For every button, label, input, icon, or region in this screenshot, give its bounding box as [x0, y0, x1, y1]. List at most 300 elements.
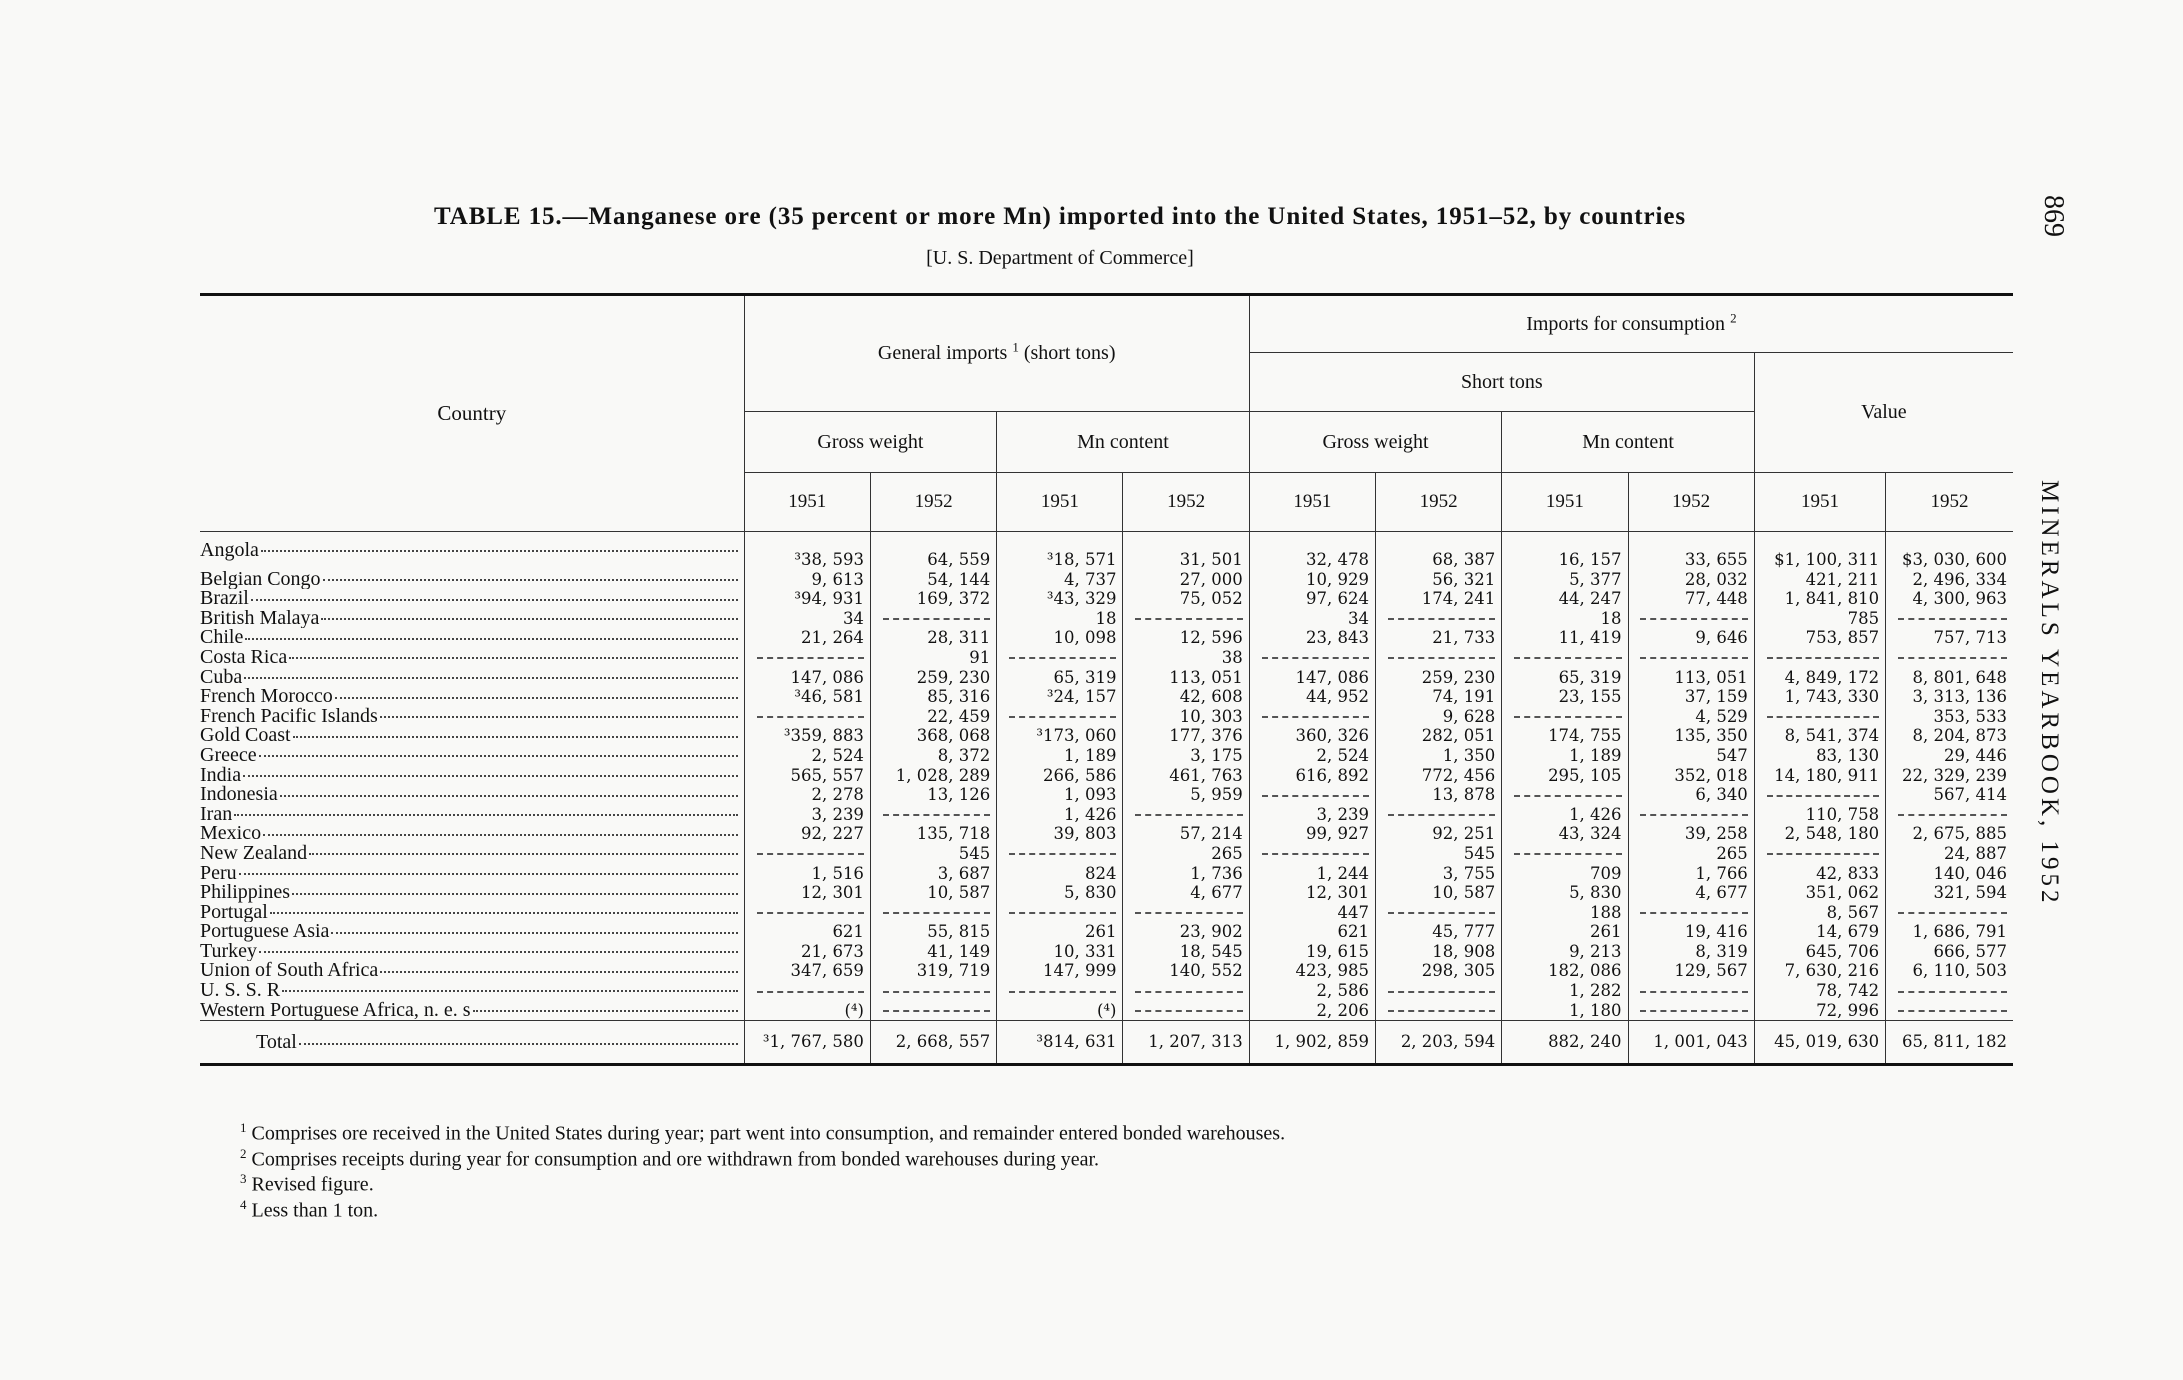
table-cell	[1123, 609, 1249, 629]
country-label: Belgian Congo	[200, 569, 321, 590]
dot-leader	[251, 599, 738, 601]
table-cell	[1754, 844, 1885, 864]
table-row	[200, 1001, 2013, 1021]
table-cell: 33, 655	[1628, 532, 1754, 570]
dot-leader	[292, 893, 738, 895]
table-cell: 282, 051	[1376, 726, 1502, 746]
table-cell: 265	[1628, 844, 1754, 864]
table-cell: (⁴)	[997, 1001, 1123, 1021]
table-cell: 2, 586	[1249, 981, 1375, 1001]
table-row	[200, 628, 2013, 648]
table-cell: 545	[870, 844, 996, 864]
table-cell: 1, 180	[1502, 1001, 1628, 1021]
table-cell: 129, 567	[1628, 961, 1754, 981]
general-imports-unit: (short tons)	[1023, 342, 1116, 364]
table-cell	[1502, 707, 1628, 727]
empty-cell-dash	[757, 912, 864, 914]
table-cell	[1886, 903, 2013, 923]
table-cell: 547	[1628, 746, 1754, 766]
table-row	[200, 981, 2013, 1001]
table-cell: ³24, 157	[997, 687, 1123, 707]
table-cell	[997, 707, 1123, 727]
empty-cell-dash	[1898, 814, 2007, 816]
table-cell	[870, 805, 996, 825]
table-cell: 3, 755	[1376, 864, 1502, 884]
table-cell: 43, 324	[1502, 824, 1628, 844]
table-cell: 5, 830	[1502, 883, 1628, 903]
table-cell: 45, 019, 630	[1754, 1021, 1885, 1065]
table-cell: 360, 326	[1249, 726, 1375, 746]
table-cell: 68, 387	[1376, 532, 1502, 570]
footnote	[240, 1144, 1285, 1170]
table-cell	[1754, 648, 1885, 668]
table-cell: 92, 227	[744, 824, 870, 844]
year-header: 1952	[1376, 473, 1502, 532]
table-cell: 18	[997, 609, 1123, 629]
footnote-text: Comprises receipts during year for consumption and ore withdrawn from bonded warehouses during year.	[251, 1148, 1100, 1171]
table-cell: 13, 878	[1376, 785, 1502, 805]
table-cell: 65, 319	[1502, 668, 1628, 688]
table-cell	[1754, 707, 1885, 727]
empty-cell-dash	[1898, 618, 2007, 620]
footnote	[240, 1195, 1285, 1221]
table-cell: 8, 801, 648	[1886, 668, 2013, 688]
empty-cell-dash	[1135, 1010, 1242, 1012]
empty-cell-dash	[1640, 1010, 1747, 1012]
table-cell	[1754, 785, 1885, 805]
table-cell: 666, 577	[1886, 942, 2013, 962]
table-cell: 461, 763	[1123, 766, 1249, 786]
table-row	[200, 883, 2013, 903]
table-cell: 1, 282	[1502, 981, 1628, 1001]
dot-leader	[243, 775, 738, 777]
country-name	[200, 844, 744, 864]
table-row	[200, 844, 2013, 864]
table-cell: 1, 516	[744, 864, 870, 884]
table-cell: 621	[1249, 922, 1375, 942]
table-cell: 8, 204, 873	[1886, 726, 2013, 746]
country-name	[200, 532, 744, 570]
table-cell: (⁴)	[744, 1001, 870, 1021]
table-cell: 147, 086	[1249, 668, 1375, 688]
table-cell: 757, 713	[1886, 628, 2013, 648]
table-cell: 1, 426	[997, 805, 1123, 825]
dot-leader	[335, 697, 738, 699]
table-cell: 174, 241	[1376, 589, 1502, 609]
table-cell: 14, 180, 911	[1754, 766, 1885, 786]
footnote-text: Revised figure.	[251, 1173, 374, 1196]
country-label: Chile	[200, 628, 244, 648]
country-label: Peru	[200, 863, 237, 884]
value-header: Value	[1754, 353, 2013, 473]
empty-cell-dash	[1640, 657, 1747, 659]
table-cell: 83, 130	[1754, 746, 1885, 766]
table-row	[200, 707, 2013, 727]
table-cell: 1, 736	[1123, 864, 1249, 884]
empty-cell-dash	[1514, 657, 1621, 659]
table-cell: 785	[1754, 609, 1885, 629]
table-cell	[1249, 707, 1375, 727]
table-cell	[1376, 805, 1502, 825]
table-cell: 27, 000	[1123, 570, 1249, 590]
empty-cell-dash	[1514, 795, 1621, 797]
empty-cell-dash	[1009, 991, 1116, 993]
country-label: Brazil	[200, 589, 249, 609]
country-name	[200, 961, 744, 981]
table-cell	[1628, 903, 1754, 923]
table-cell: 75, 052	[1123, 589, 1249, 609]
empty-cell-dash	[883, 912, 990, 914]
table-cell: 31, 501	[1123, 532, 1249, 570]
table-cell	[1123, 805, 1249, 825]
table-row	[200, 903, 2013, 923]
table-cell: 10, 587	[1376, 883, 1502, 903]
table-cell: 78, 742	[1754, 981, 1885, 1001]
table-row	[200, 766, 2013, 786]
country-label: French Morocco	[200, 687, 333, 707]
footnote-text: Less than 1 ton.	[251, 1199, 379, 1222]
table-cell: 353, 533	[1886, 707, 2013, 727]
table-cell	[744, 844, 870, 864]
table-cell: 7, 630, 216	[1754, 961, 1885, 981]
table-cell: 321, 594	[1886, 883, 2013, 903]
table-cell: 188	[1502, 903, 1628, 923]
footnote	[240, 1169, 1285, 1195]
table-cell	[1123, 903, 1249, 923]
dot-leader	[293, 736, 738, 738]
table-cell	[1502, 648, 1628, 668]
table-cell: 9, 213	[1502, 942, 1628, 962]
table-row	[200, 589, 2013, 609]
table-cell: 113, 051	[1628, 668, 1754, 688]
table-cell: 2, 278	[744, 785, 870, 805]
table-cell: 10, 098	[997, 628, 1123, 648]
empty-cell-dash	[1898, 991, 2007, 993]
table-cell	[1376, 981, 1502, 1001]
year-header: 1952	[1123, 473, 1249, 532]
table-cell: 295, 105	[1502, 766, 1628, 786]
table-cell: 135, 350	[1628, 726, 1754, 746]
empty-cell-dash	[1009, 716, 1116, 718]
table-cell: 772, 456	[1376, 766, 1502, 786]
empty-cell-dash	[1767, 795, 1879, 797]
table-cell: 3, 687	[870, 864, 996, 884]
footnote-mark: 2	[240, 1145, 247, 1161]
table-cell: 1, 207, 313	[1123, 1021, 1249, 1065]
country-label: Philippines	[200, 883, 291, 903]
table-cell: 8, 372	[870, 746, 996, 766]
table-cell: 22, 329, 239	[1886, 766, 2013, 786]
table-cell: 97, 624	[1249, 589, 1375, 609]
country-label: Portuguese Asia	[200, 922, 330, 942]
table-cell: 85, 316	[870, 687, 996, 707]
table-cell: 147, 999	[997, 961, 1123, 981]
table-cell	[997, 903, 1123, 923]
table-cell: 882, 240	[1502, 1021, 1628, 1065]
country-label: Cuba	[200, 667, 243, 688]
table-cell: 92, 251	[1376, 824, 1502, 844]
empty-cell-dash	[1640, 991, 1747, 993]
empty-cell-dash	[1135, 991, 1242, 993]
table-cell: 2, 668, 557	[870, 1021, 996, 1065]
year-header: 1951	[1754, 473, 1885, 532]
table-cell	[1628, 805, 1754, 825]
table-cell	[1376, 903, 1502, 923]
table-cell: 65, 811, 182	[1886, 1021, 2013, 1065]
table-cell	[1376, 1001, 1502, 1021]
country-name	[200, 903, 744, 923]
dot-leader	[309, 853, 738, 855]
year-header: 1952	[1628, 473, 1754, 532]
footnote-mark: 4	[240, 1196, 247, 1212]
table-cell: 65, 319	[997, 668, 1123, 688]
empty-cell-dash	[1640, 814, 1747, 816]
table-cell: 135, 718	[870, 824, 996, 844]
total-row	[200, 1021, 2013, 1065]
general-imports-header	[744, 295, 1249, 412]
empty-cell-dash	[1009, 657, 1116, 659]
footnote-ref-1: 1	[1012, 339, 1019, 355]
table-cell	[997, 844, 1123, 864]
table-cell	[1249, 648, 1375, 668]
table-cell	[870, 609, 996, 629]
table-cell: 621	[744, 922, 870, 942]
table-cell: 11, 419	[1502, 628, 1628, 648]
country-name	[200, 981, 744, 1001]
empty-cell-dash	[1262, 716, 1369, 718]
table-cell: 10, 587	[870, 883, 996, 903]
dot-leader	[259, 951, 738, 953]
country-label: Greece	[200, 745, 257, 766]
table-cell	[1886, 805, 2013, 825]
table-cell: 55, 815	[870, 922, 996, 942]
country-name	[200, 668, 744, 688]
table-cell: 266, 586	[997, 766, 1123, 786]
table-cell: 14, 679	[1754, 922, 1885, 942]
country-label: U. S. S. R	[200, 981, 281, 1001]
table-row	[200, 922, 2013, 942]
country-name	[200, 1001, 744, 1021]
dot-leader	[299, 1043, 738, 1045]
table-cell: 56, 321	[1376, 570, 1502, 590]
table-row	[200, 726, 2013, 746]
empty-cell-dash	[1388, 657, 1495, 659]
table-cell: 182, 086	[1502, 961, 1628, 981]
country-name	[200, 628, 744, 648]
table-cell: 9, 613	[744, 570, 870, 590]
imports-for-consumption-header	[1249, 295, 2013, 353]
table-cell	[1628, 609, 1754, 629]
table-cell: 39, 803	[997, 824, 1123, 844]
footnote-mark: 3	[240, 1171, 247, 1187]
table-row	[200, 570, 2013, 590]
table-cell	[1886, 609, 2013, 629]
table-cell	[1886, 981, 2013, 1001]
table-cell: 12, 301	[744, 883, 870, 903]
country-header: Country	[200, 295, 744, 532]
table-cell: 1, 093	[997, 785, 1123, 805]
table-cell: 2, 496, 334	[1886, 570, 2013, 590]
table-cell: 6, 340	[1628, 785, 1754, 805]
country-label: New Zealand	[200, 843, 308, 864]
mn-content-header: Mn content	[997, 412, 1250, 473]
table-cell: ³814, 631	[997, 1021, 1123, 1065]
dot-leader	[280, 795, 738, 797]
empty-cell-dash	[883, 1010, 990, 1012]
country-label: Union of South Africa	[200, 961, 379, 982]
table-cell: 44, 952	[1249, 687, 1375, 707]
footnotes	[240, 1118, 1285, 1221]
table-cell	[997, 648, 1123, 668]
table-cell: 42, 608	[1123, 687, 1249, 707]
empty-cell-dash	[1388, 618, 1495, 620]
country-label: Iran	[200, 804, 233, 825]
table-cell: 1, 902, 859	[1249, 1021, 1375, 1065]
table-cell	[1502, 844, 1628, 864]
dot-leader	[289, 657, 738, 659]
dot-leader	[261, 550, 738, 552]
table-cell: 1, 426	[1502, 805, 1628, 825]
dot-leader	[244, 677, 738, 679]
table-cell: 24, 887	[1886, 844, 2013, 864]
year-header: 1951	[1249, 473, 1375, 532]
table-cell: 147, 086	[744, 668, 870, 688]
table-cell: 368, 068	[870, 726, 996, 746]
table-cell	[744, 648, 870, 668]
table-cell: 265	[1123, 844, 1249, 864]
country-name	[200, 746, 744, 766]
table-cell: 3, 239	[1249, 805, 1375, 825]
table-cell: 99, 927	[1249, 824, 1375, 844]
table-cell: 22, 459	[870, 707, 996, 727]
table-cell	[1249, 844, 1375, 864]
table-cell: 709	[1502, 864, 1628, 884]
table-cell: 9, 646	[1628, 628, 1754, 648]
table-cell: $1, 100, 311	[1754, 532, 1885, 570]
footnote	[240, 1118, 1285, 1144]
manganese-imports-table	[200, 293, 2013, 1066]
table-cell: 21, 673	[744, 942, 870, 962]
table-cell	[1249, 785, 1375, 805]
country-label: French Pacific Islands	[200, 706, 378, 727]
empty-cell-dash	[1135, 814, 1242, 816]
table-cell: 3, 313, 136	[1886, 687, 2013, 707]
table-cell: 753, 857	[1754, 628, 1885, 648]
table-cell: 5, 959	[1123, 785, 1249, 805]
table-cell: 1, 686, 791	[1886, 922, 2013, 942]
dot-leader	[323, 579, 738, 581]
country-label: Mexico	[200, 824, 262, 844]
gross-weight-header: Gross weight	[1249, 412, 1502, 473]
table-cell: 28, 311	[870, 628, 996, 648]
country-name	[200, 922, 744, 942]
footnote-mark: 1	[240, 1120, 247, 1135]
gross-weight-header: Gross weight	[744, 412, 997, 473]
country-label: Western Portuguese Africa, n. e. s	[200, 1000, 471, 1021]
table-cell: 23, 843	[1249, 628, 1375, 648]
table-cell: 41, 149	[870, 942, 996, 962]
table-cell: 2, 206	[1249, 1001, 1375, 1021]
table-cell: 8, 319	[1628, 942, 1754, 962]
dot-leader	[331, 932, 738, 934]
table-cell: 1, 189	[997, 746, 1123, 766]
table-cell: 616, 892	[1249, 766, 1375, 786]
table-cell: 34	[744, 609, 870, 629]
country-name	[200, 805, 744, 825]
empty-cell-dash	[1135, 912, 1242, 914]
table-cell: 4, 677	[1123, 883, 1249, 903]
table-cell: 177, 376	[1123, 726, 1249, 746]
table-cell: 18	[1502, 609, 1628, 629]
table-row	[200, 609, 2013, 629]
table-source: [U. S. Department of Commerce]	[926, 247, 1194, 269]
table-cell: 351, 062	[1754, 883, 1885, 903]
table-cell: 2, 675, 885	[1886, 824, 2013, 844]
empty-cell-dash	[1898, 657, 2007, 659]
dot-leader	[321, 618, 738, 620]
country-name	[200, 589, 744, 609]
table-cell: 64, 559	[870, 532, 996, 570]
table-cell: 77, 448	[1628, 589, 1754, 609]
table-cell: 10, 331	[997, 942, 1123, 962]
table-cell: 21, 264	[744, 628, 870, 648]
table-row	[200, 961, 2013, 981]
table-cell: 824	[997, 864, 1123, 884]
table-cell: 1, 743, 330	[1754, 687, 1885, 707]
table-title: TABLE 15.—Manganese ore (35 percent or more Mn) imported into the United States, 1951–52, by countries	[434, 203, 1686, 230]
table-cell: 37, 159	[1628, 687, 1754, 707]
year-header: 1951	[1502, 473, 1628, 532]
country-label: Angola	[200, 539, 259, 561]
table-cell: 42, 833	[1754, 864, 1885, 884]
empty-cell-dash	[1135, 618, 1242, 620]
empty-cell-dash	[1388, 991, 1495, 993]
table-cell: 261	[1502, 922, 1628, 942]
empty-cell-dash	[1898, 912, 2007, 914]
table-cell: ³18, 571	[997, 532, 1123, 570]
table-cell	[870, 1001, 996, 1021]
table-cell: 174, 755	[1502, 726, 1628, 746]
year-header: 1952	[1886, 473, 2013, 532]
imports-for-consumption-label: Imports for consumption	[1526, 312, 1726, 335]
dot-leader	[270, 912, 738, 914]
table-cell: 140, 552	[1123, 961, 1249, 981]
empty-cell-dash	[883, 618, 990, 620]
table-row	[200, 824, 2013, 844]
table-cell: 4, 529	[1628, 707, 1754, 727]
table-cell: 44, 247	[1502, 589, 1628, 609]
table-cell: 2, 524	[1249, 746, 1375, 766]
dot-leader	[259, 755, 738, 757]
country-name	[200, 707, 744, 727]
table-cell: ³46, 581	[744, 687, 870, 707]
empty-cell-dash	[1388, 1010, 1495, 1012]
country-name	[200, 687, 744, 707]
table-cell	[1628, 648, 1754, 668]
empty-cell-dash	[1262, 853, 1369, 855]
table-cell: 347, 659	[744, 961, 870, 981]
country-name	[200, 726, 744, 746]
table-cell	[744, 903, 870, 923]
table-cell: 54, 144	[870, 570, 996, 590]
table-cell: 567, 414	[1886, 785, 2013, 805]
empty-cell-dash	[757, 657, 864, 659]
table-cell: 352, 018	[1628, 766, 1754, 786]
empty-cell-dash	[1009, 853, 1116, 855]
country-name	[200, 766, 744, 786]
empty-cell-dash	[883, 814, 990, 816]
general-imports-label: General imports	[877, 342, 1008, 364]
